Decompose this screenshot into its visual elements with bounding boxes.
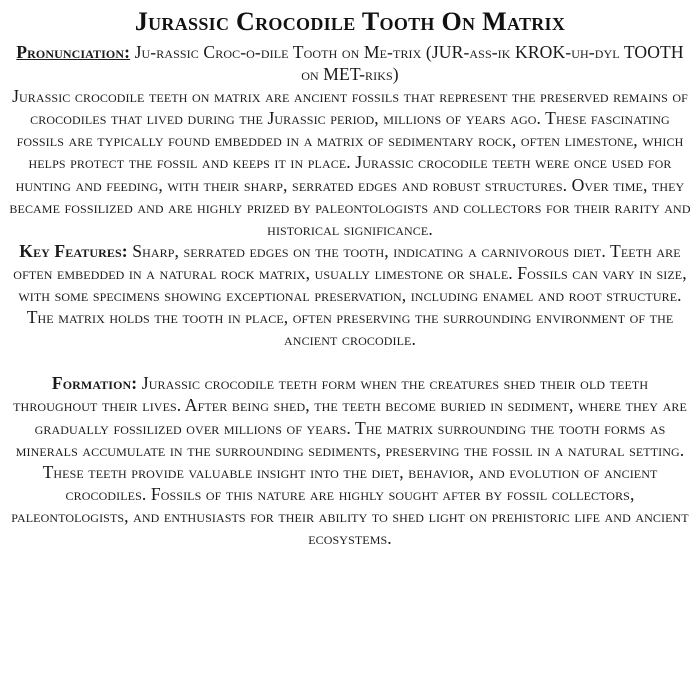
- key-features-paragraph: [8, 240, 692, 350]
- pronunciation-text: Ju-rassic Croc-o-dile Tooth on Me-trix (JUR-ass-ik KROK-uh-dyl TOOTH on MET-riks): [130, 42, 684, 85]
- formation-paragraph: [8, 372, 692, 549]
- description-paragraph: Jurassic crocodile teeth on matrix are ancient fossils that represent the preserved remains of crocodiles that lived during the Jurassic period, millions of years ago. These fascinating fossils are typically found embedded in a matrix of sedimentary rock, often limestone, which helps protect the fossil and keeps it in place. Jurassic crocodile teeth were once used for hunting and feeding, with their sharp, serrated edges and robust structures. Over time, they became fossilized and are highly prized by paleontologists and collectors for their rarity and historical significance.: [9, 86, 691, 239]
- page-title: Jurassic Crocodile Tooth On Matrix: [134, 7, 566, 36]
- formation-text: Jurassic crocodile teeth form when the creatures shed their old teeth throughout their lives. After being shed, the teeth become buried in sediment, where they are gradually fossilized over millions of years. The matrix surrounding the tooth forms as minerals accumulate in the surrounding sediments, preserving the fossil in a natural setting. These teeth provide valuable insight into the diet, behavior, and evolution of ancient crocodiles. Fossils of this nature are highly sought after by fossil collectors, paleontologists, and enthusiasts for their ability to shed light on prehistoric life and ancient ecosystems.: [11, 373, 689, 548]
- key-features-label: Key Features:: [19, 240, 128, 261]
- key-features-text: Sharp, serrated edges on the tooth, indicating a carnivorous diet. Teeth are often embedded in a natural rock matrix, usually limestone or shale. Fossils can vary in size, with some specimens showing exceptional preservation, including enamel and root structure. The matrix holds the tooth in place, often preserving the surrounding environment of the ancient crocodile.: [13, 240, 687, 350]
- pronunciation-paragraph: [8, 41, 692, 85]
- formation-label: Formation:: [51, 373, 138, 394]
- section-spacer: [8, 350, 692, 372]
- pronunciation-label: Pronunciation:: [16, 42, 131, 62]
